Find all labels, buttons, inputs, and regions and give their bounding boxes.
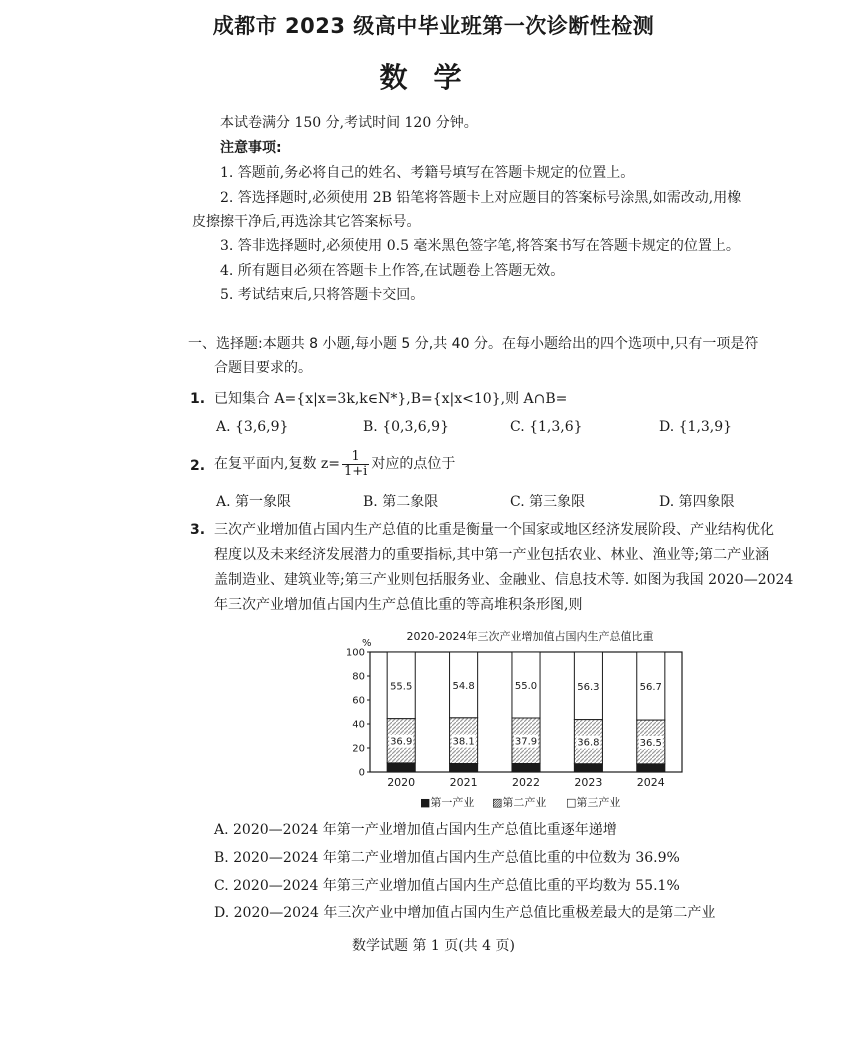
data-label-second: 36.8 [577, 737, 600, 749]
bar-segment-1 [574, 764, 602, 772]
q1-number: 1. [190, 391, 206, 407]
section-heading: 一、选择题:本题共 8 小题,每小题 5 分,共 40 分。在每小题给出的四个选项中,只有一项是符 [188, 336, 759, 352]
page-footer: 数学试题 第 1 页(共 4 页) [352, 938, 515, 954]
notice-title: 注意事项: [220, 140, 282, 156]
q2-stem [214, 447, 455, 481]
q2-fraction-denominator: 1+i [344, 463, 368, 479]
notice-item-4: 4. 所有题目必须在答题卡上作答,在试题卷上答题无效。 [220, 263, 565, 279]
legend-item: ▨第二产业 [492, 796, 547, 809]
y-tick-label: 0 [358, 767, 365, 779]
q2-option-b: B. 第二象限 [363, 494, 439, 510]
data-label-third: 54.8 [452, 680, 475, 692]
x-tick-label: 2023 [574, 776, 603, 789]
y-tick-label: 60 [352, 695, 365, 707]
data-label-second: 37.9 [514, 736, 538, 748]
y-axis-unit-label: % [362, 638, 372, 649]
section-heading-cont: 合题目要求的。 [214, 360, 312, 376]
data-label-second: 36.5 [639, 737, 662, 749]
bar-segment-1 [637, 764, 665, 772]
q3-line-3: 盖制造业、建筑业等;第三产业则包括服务业、金融业、信息技术等. 如图为我国 2020—2024 [214, 572, 794, 588]
chart-title: 2020-2024年三次产业增加值占国内生产总值比重 [406, 630, 654, 643]
legend-item: □第三产业 [566, 796, 621, 809]
exam-title: 成都市 2023 级高中毕业班第一次诊断性检测 [212, 14, 655, 38]
x-tick-label: 2021 [449, 776, 478, 789]
q3-line-1: 三次产业增加值占国内生产总值的比重是衡量一个国家或地区经济发展阶段、产业结构优化 [214, 522, 774, 538]
bar-segment-1 [512, 763, 540, 772]
data-label-third: 55.5 [390, 681, 413, 693]
y-tick-label: 20 [352, 743, 365, 755]
y-tick-label: 80 [352, 671, 365, 683]
q1-option-d: D. {1,3,9} [659, 419, 733, 435]
q2-fraction-numerator: 1 [342, 450, 369, 465]
notice-item-5: 5. 考试结束后,只将答题卡交回。 [220, 287, 425, 303]
q2-option-a: A. 第一象限 [216, 494, 292, 510]
q3-line-4: 年三次产业增加值占国内生产总值比重的等高堆积条形图,则 [214, 597, 583, 613]
q1-option-b: B. {0,3,6,9} [363, 419, 449, 435]
q2-stem-after: 对应的点位于 [371, 456, 456, 472]
q3-option-c: C. 2020—2024 年第三产业增加值占国内生产总值比重的平均数为 55.1% [214, 878, 680, 894]
q3-number: 3. [190, 522, 206, 538]
chart-plot-area [346, 648, 682, 790]
y-tick-label: 100 [345, 647, 365, 659]
subject-title: 数学 [379, 61, 488, 94]
data-label-second: 38.1 [452, 736, 475, 748]
data-label-third: 55.0 [514, 681, 538, 692]
q1-option-c: C. {1,3,6} [510, 419, 583, 435]
stacked-bar-chart [340, 622, 700, 820]
legend-item: ■第一产业 [420, 796, 475, 809]
notice-item-3: 3. 答非选择题时,必须使用 0.5 毫米黑色签字笔,将答案书写在答题卡规定的位置上。 [220, 238, 740, 254]
x-tick-label: 2022 [512, 776, 540, 789]
notice-item-2-cont: 皮擦擦干净后,再选涂其它答案标号。 [192, 214, 421, 230]
bar-segment-1 [387, 763, 415, 772]
q2-option-d: D. 第四象限 [659, 494, 735, 510]
y-tick-label: 40 [352, 719, 365, 731]
bar-segment-1 [450, 763, 478, 772]
x-tick-label: 2024 [636, 776, 665, 789]
q2-option-c: C. 第三象限 [510, 494, 586, 510]
notice-item-1: 1. 答题前,务必将自己的姓名、考籍号填写在答题卡规定的位置上。 [220, 165, 635, 181]
data-label-third: 56.3 [577, 681, 600, 693]
q3-line-2: 程度以及未来经济发展潜力的重要指标,其中第一产业包括农业、林业、渔业等;第二产业涵 [214, 547, 770, 563]
notice-item-2: 2. 答选择题时,必须使用 2B 铅笔将答题卡上对应题目的答案标号涂黑,如需改动,用橡 [220, 190, 742, 206]
score-time-line: 本试卷满分 150 分,考试时间 120 分钟。 [220, 115, 478, 131]
data-label-second: 36.9 [390, 736, 413, 748]
q2-stem-before: 在复平面内,复数 z= [214, 456, 341, 472]
q2-fraction [342, 450, 369, 479]
chart-legend [420, 795, 620, 809]
q1-option-a: A. {3,6,9} [216, 419, 289, 435]
q3-option-b: B. 2020—2024 年第二产业增加值占国内生产总值比重的中位数为 36.9% [214, 850, 680, 866]
q1-stem: 已知集合 A={x|x=3k,k∈N*},B={x|x<10},则 A∩B= [214, 391, 568, 407]
q3-option-a: A. 2020—2024 年第一产业增加值占国内生产总值比重逐年递增 [214, 822, 617, 838]
q3-option-d: D. 2020—2024 年三次产业中增加值占国内生产总值比重极差最大的是第二产业 [214, 905, 716, 921]
data-label-third: 56.7 [639, 682, 662, 694]
x-tick-label: 2020 [387, 776, 416, 789]
q2-number: 2. [190, 458, 206, 474]
